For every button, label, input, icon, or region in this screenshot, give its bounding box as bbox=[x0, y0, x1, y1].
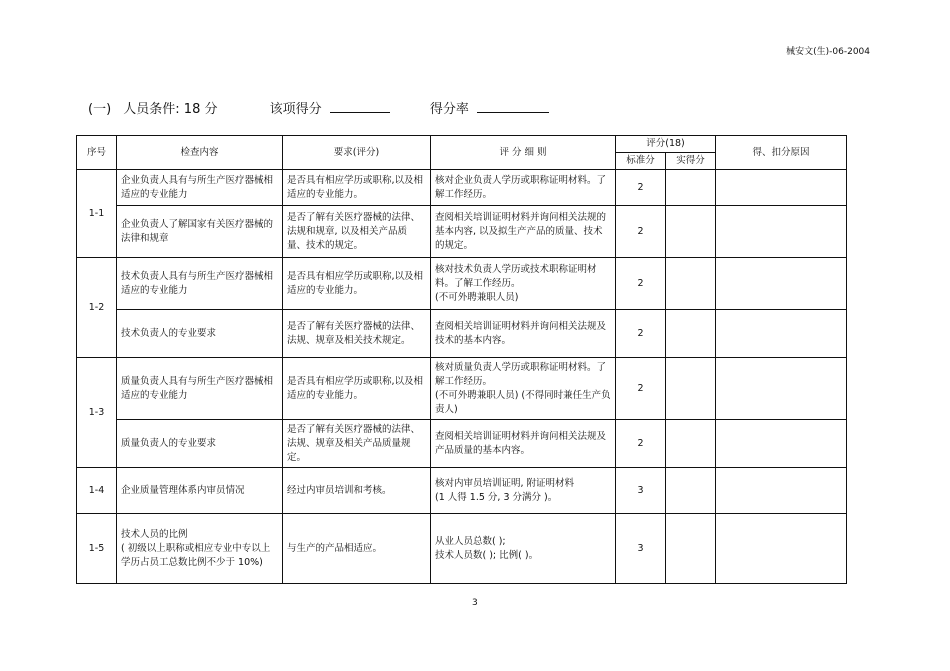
table-row bbox=[77, 310, 847, 358]
header-std-score: 标准分 bbox=[616, 153, 666, 170]
header-rules: 评 分 细 则 bbox=[431, 136, 616, 170]
row-rules: 查阅相关培训证明材料并询问相关法规的基本内容, 以及拟生产产品的质量、技术的规定。 bbox=[431, 206, 616, 258]
row-requirement: 是否具有相应学历或职称,以及相适应的专业能力。 bbox=[283, 170, 431, 206]
row-reason[interactable] bbox=[716, 310, 847, 358]
row-actual-score[interactable] bbox=[666, 310, 716, 358]
table-row bbox=[77, 206, 847, 258]
row-seq: 1-3 bbox=[77, 358, 117, 468]
row-rules: 核对内审员培训证明, 附证明材料 (1 人得 1.5 分, 3 分满分 )。 bbox=[431, 468, 616, 514]
row-actual-score[interactable] bbox=[666, 514, 716, 584]
row-std-score: 2 bbox=[616, 310, 666, 358]
table-row bbox=[77, 468, 847, 514]
row-requirement: 是否了解有关医疗器械的法律、法规和规章, 以及相关产品质量、技术的规定。 bbox=[283, 206, 431, 258]
row-rules: 核对企业负责人学历或职称证明材料。了解工作经历。 bbox=[431, 170, 616, 206]
row-std-score: 3 bbox=[616, 468, 666, 514]
row-std-score: 2 bbox=[616, 358, 666, 420]
row-seq: 1-2 bbox=[77, 258, 117, 358]
table-body bbox=[77, 170, 847, 584]
row-std-score: 2 bbox=[616, 420, 666, 468]
row-content: 企业质量管理体系内审员情况 bbox=[117, 468, 283, 514]
row-actual-score[interactable] bbox=[666, 358, 716, 420]
row-requirement: 是否了解有关医疗器械的法律、法规、规章及相关技术规定。 bbox=[283, 310, 431, 358]
header-requirement: 要求(评分) bbox=[283, 136, 431, 170]
table-row bbox=[77, 358, 847, 420]
row-requirement: 是否具有相应学历或职称,以及相适应的专业能力。 bbox=[283, 258, 431, 310]
row-rules: 从业人员总数( ); 技术人员数( ); 比例( )。 bbox=[431, 514, 616, 584]
personnel-condition-label: 人员条件: 18 分 bbox=[123, 102, 218, 117]
row-actual-score[interactable] bbox=[666, 170, 716, 206]
row-actual-score[interactable] bbox=[666, 206, 716, 258]
row-content: 技术负责人具有与所生产医疗器械相适应的专业能力 bbox=[117, 258, 283, 310]
header-score-group: 评分(18) bbox=[616, 136, 716, 153]
header-actual-score: 实得分 bbox=[666, 153, 716, 170]
score-rate-blank bbox=[477, 101, 549, 113]
table-row bbox=[77, 258, 847, 310]
row-reason[interactable] bbox=[716, 514, 847, 584]
row-reason[interactable] bbox=[716, 206, 847, 258]
row-content: 企业负责人具有与所生产医疗器械相适应的专业能力 bbox=[117, 170, 283, 206]
row-requirement: 与生产的产品相适应。 bbox=[283, 514, 431, 584]
row-reason[interactable] bbox=[716, 358, 847, 420]
inspection-table bbox=[76, 135, 847, 584]
row-std-score: 2 bbox=[616, 206, 666, 258]
row-actual-score[interactable] bbox=[666, 258, 716, 310]
row-seq: 1-1 bbox=[77, 170, 117, 258]
header-content: 检查内容 bbox=[117, 136, 283, 170]
row-reason[interactable] bbox=[716, 258, 847, 310]
row-rules: 核对技术负责人学历或技术职称证明材料。了解工作经历。 (不可外聘兼职人员) bbox=[431, 258, 616, 310]
row-reason[interactable] bbox=[716, 170, 847, 206]
row-rules: 查阅相关培训证明材料并询问相关法规及产品质量的基本内容。 bbox=[431, 420, 616, 468]
score-rate-label: 得分率 bbox=[429, 102, 469, 117]
table-row bbox=[77, 514, 847, 584]
table-row bbox=[77, 170, 847, 206]
row-std-score: 3 bbox=[616, 514, 666, 584]
table-row bbox=[77, 420, 847, 468]
row-requirement: 经过内审员培训和考核。 bbox=[283, 468, 431, 514]
section-number: (一) bbox=[88, 102, 112, 117]
row-actual-score[interactable] bbox=[666, 420, 716, 468]
row-reason[interactable] bbox=[716, 420, 847, 468]
row-seq: 1-5 bbox=[77, 514, 117, 584]
row-rules: 核对质量负责人学历或职称证明材料。了解工作经历。 (不可外聘兼职人员) (不得同时兼任生产负责人) bbox=[431, 358, 616, 420]
row-actual-score[interactable] bbox=[666, 468, 716, 514]
section-heading bbox=[88, 98, 549, 117]
item-score-blank bbox=[330, 101, 390, 113]
row-content: 技术负责人的专业要求 bbox=[117, 310, 283, 358]
row-requirement: 是否具有相应学历或职称,以及相适应的专业能力。 bbox=[283, 358, 431, 420]
document-code: 械安文(生)-06-2004 bbox=[786, 47, 870, 57]
row-content: 技术人员的比例 ( 初级以上职称或相应专业中专以上学历占员工总数比例不少于 10%) bbox=[117, 514, 283, 584]
row-std-score: 2 bbox=[616, 170, 666, 206]
page-number: 3 bbox=[472, 598, 478, 608]
row-requirement: 是否了解有关医疗器械的法律、法规、规章及相关产品质量规定。 bbox=[283, 420, 431, 468]
row-content: 企业负责人了解国家有关医疗器械的法律和规章 bbox=[117, 206, 283, 258]
row-content: 质量负责人具有与所生产医疗器械相适应的专业能力 bbox=[117, 358, 283, 420]
header-reason: 得、扣分原因 bbox=[716, 136, 847, 170]
row-seq: 1-4 bbox=[77, 468, 117, 514]
row-reason[interactable] bbox=[716, 468, 847, 514]
item-score-label: 该项得分 bbox=[269, 102, 322, 117]
row-rules: 查阅相关培训证明材料并询问相关法规及技术的基本内容。 bbox=[431, 310, 616, 358]
header-seq: 序号 bbox=[77, 136, 117, 170]
row-content: 质量负责人的专业要求 bbox=[117, 420, 283, 468]
row-std-score: 2 bbox=[616, 258, 666, 310]
